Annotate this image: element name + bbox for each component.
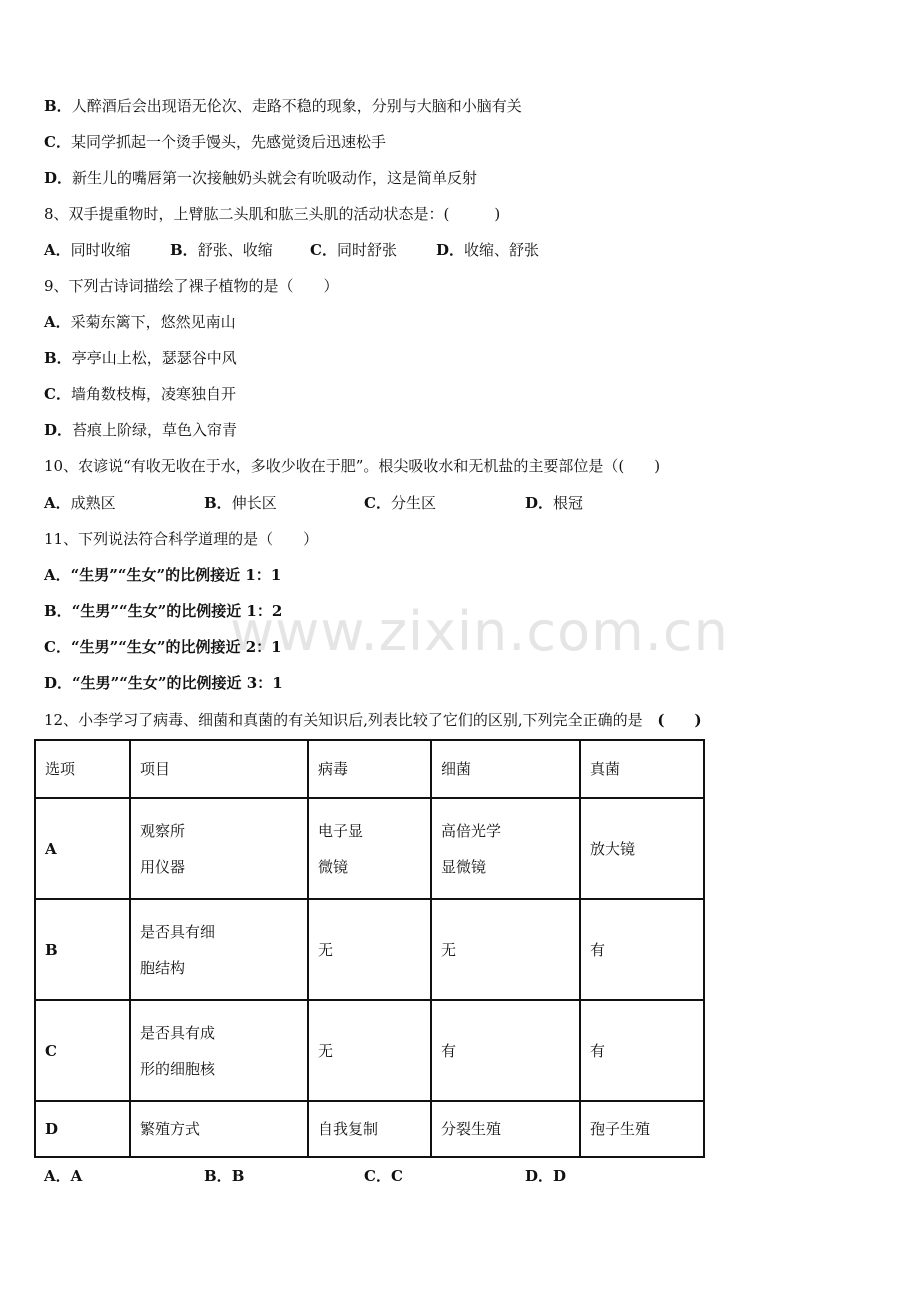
table-cell-item: 观察所 用仪器 (130, 798, 308, 899)
table-row (35, 1000, 704, 1101)
q10-option-a: A．成熟区 (44, 494, 116, 512)
q8-stem: 8、双手提重物时，上臂肱二头肌和肱三头肌的活动状态是：( ) (44, 205, 501, 223)
q8-option-b: B．舒张、收缩 (170, 241, 273, 259)
table-header: 真菌 (580, 740, 704, 798)
table-row (35, 1101, 704, 1157)
q12-stem: 12、小李学习了病毒、细菌和真菌的有关知识后,列表比较了它们的区别,下列完全正确的是 ( ) (44, 711, 702, 729)
table-cell-virus: 无 (308, 1000, 431, 1101)
q8-option-a: A．同时收缩 (44, 241, 131, 259)
q9-stem: 9、下列古诗词描绘了裸子植物的是（ ） (44, 277, 339, 295)
table-cell-bacteria: 分裂生殖 (431, 1101, 580, 1157)
table-header-row (35, 740, 704, 798)
comparison-table (34, 739, 705, 1158)
q11-option-a: A．“生男”“生女”的比例接近 1：1 (44, 566, 282, 584)
table-cell-fungi: 放大镜 (580, 798, 704, 899)
q8-option-d: D．收缩、舒张 (436, 241, 540, 259)
table-cell-virus: 电子显 微镜 (308, 798, 431, 899)
watermark: www.zixin.com.cn (230, 600, 729, 663)
table-cell-fungi: 有 (580, 1000, 704, 1101)
table-cell-bacteria: 高倍光学 显微镜 (431, 798, 580, 899)
q10-stem: 10、农谚说“有收无收在于水，多收少收在于肥”。根尖吸收水和无机盐的主要部位是（( ) (44, 457, 661, 475)
q10-option-c: C．分生区 (364, 494, 436, 512)
table-cell-fungi: 孢子生殖 (580, 1101, 704, 1157)
table-cell-option: A (35, 798, 130, 899)
table-header: 选项 (35, 740, 130, 798)
q12-option-c: C．C (364, 1167, 403, 1185)
table-cell-virus: 自我复制 (308, 1101, 431, 1157)
q7-option-c: C．某同学抓起一个烫手馒头，先感觉烫后迅速松手 (44, 133, 386, 151)
q9-option-c: C．墙角数枝梅，凌寒独自开 (44, 385, 236, 403)
table-cell-option: C (35, 1000, 130, 1101)
q9-option-b: B．亭亭山上松，瑟瑟谷中风 (44, 349, 237, 367)
q11-option-b: B．“生男”“生女”的比例接近 1：2 (44, 602, 283, 620)
table-header: 病毒 (308, 740, 431, 798)
table-cell-virus: 无 (308, 899, 431, 1000)
q11-option-d: D．“生男”“生女”的比例接近 3：1 (44, 674, 283, 692)
table-row (35, 798, 704, 899)
q8-option-c: C．同时舒张 (310, 241, 397, 259)
q9-option-a: A．采菊东篱下，悠然见南山 (44, 313, 236, 331)
table-cell-item: 是否具有成 形的细胞核 (130, 1000, 308, 1101)
table-cell-bacteria: 无 (431, 899, 580, 1000)
q7-option-b: B．人醉酒后会出现语无伦次、走路不稳的现象，分别与大脑和小脑有关 (44, 97, 522, 115)
q11-option-c: C．“生男”“生女”的比例接近 2：1 (44, 638, 282, 656)
table-row (35, 899, 704, 1000)
table-cell-bacteria: 有 (431, 1000, 580, 1101)
table-cell-option: D (35, 1101, 130, 1157)
table-header: 细菌 (431, 740, 580, 798)
table-cell-option: B (35, 899, 130, 1000)
table-cell-fungi: 有 (580, 899, 704, 1000)
q12-option-a: A．A (44, 1167, 83, 1185)
q12-option-d: D．D (525, 1167, 567, 1185)
table-header: 项目 (130, 740, 308, 798)
table-cell-item: 繁殖方式 (130, 1101, 308, 1157)
q9-option-d: D．苔痕上阶绿，草色入帘青 (44, 421, 238, 439)
table-cell-item: 是否具有细 胞结构 (130, 899, 308, 1000)
q10-option-b: B．伸长区 (204, 494, 277, 512)
q7-option-d: D．新生儿的嘴唇第一次接触奶头就会有吮吸动作，这是简单反射 (44, 169, 478, 187)
q10-option-d: D．根冠 (525, 494, 584, 512)
q12-option-b: B．B (204, 1167, 245, 1185)
q11-stem: 11、下列说法符合科学道理的是（ ） (44, 530, 319, 548)
